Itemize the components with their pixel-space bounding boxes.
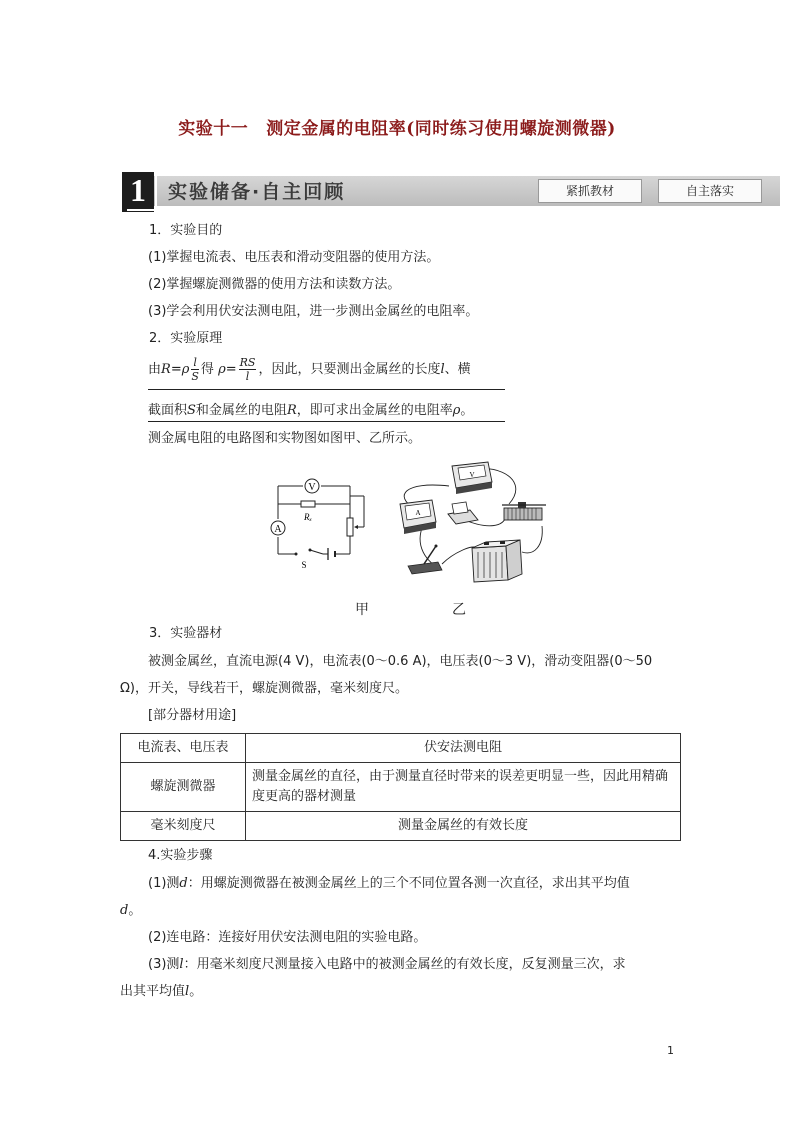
resistor-rx — [301, 501, 315, 507]
rheostat-device — [502, 502, 546, 520]
line2-rho: ρ — [452, 403, 461, 418]
figure-intro: 测金属电阻的电路图和实物图如图甲、乙所示。 — [148, 431, 422, 446]
section-banner — [120, 172, 780, 212]
step-3-cont-end: 。 — [189, 984, 203, 999]
table-row — [121, 812, 681, 841]
formula-eq: = — [170, 362, 182, 377]
table-cell-use: 伏安法测电阻 — [246, 734, 681, 763]
step-1-var: d — [179, 876, 188, 891]
switch-contact — [309, 549, 312, 552]
line2-d: 。 — [460, 403, 474, 418]
line2-underline — [148, 421, 505, 422]
line2-S: S — [187, 403, 196, 418]
svg-text:A: A — [415, 509, 421, 517]
equipment-table — [120, 733, 681, 841]
table-cell-use: 测量金属丝的直径，由于测量直径时带来的误差更明显一些，因此用精确度更高的器材测量 — [246, 763, 681, 812]
step-3-cont-text: 出其平均值 — [120, 984, 186, 999]
frac2-denominator: l — [245, 370, 250, 383]
frac1-numerator: l — [191, 356, 199, 370]
step-1-cont-var: d — [120, 903, 129, 918]
title-part1: 实验十一 — [178, 119, 249, 139]
formula-suffix1: ，因此，只要测出金属丝的长度 — [258, 362, 441, 377]
figure-label-right: 乙 — [452, 602, 466, 618]
switch-label: S — [301, 560, 307, 570]
ammeter-device — [400, 500, 436, 534]
formula-eq2: = — [225, 362, 237, 377]
step-3 — [148, 956, 626, 974]
step-1-b: ：用螺旋测微器在被测金属丝上的三个不同位置各测一次直径，求出其平均值 — [187, 876, 630, 891]
rheostat-arrow — [354, 525, 358, 529]
principle-line2 — [148, 402, 473, 420]
step-2: (2)连电路：连接好用伏安法测电阻的实验电路。 — [148, 930, 427, 945]
frac1-denominator: S — [191, 370, 199, 383]
page-number: 1 — [667, 1044, 674, 1057]
objective-2: (2)掌握螺旋测微器的使用方法和读数方法。 — [148, 277, 401, 292]
voltmeter-device — [452, 462, 492, 494]
figure-label-left: 甲 — [355, 602, 369, 618]
formula-de: 得 — [200, 362, 214, 377]
voltmeter-label: V — [308, 482, 316, 493]
formula-prefix: 由 — [148, 362, 162, 377]
formula-suffix2: 、横 — [444, 362, 471, 377]
self-study-button[interactable]: 自主落实 — [658, 179, 762, 203]
section-3-title: 3．实验器材 — [149, 626, 223, 641]
rheostat-symbol — [347, 518, 353, 536]
objective-1: (1)掌握电流表、电压表和滑动变阻器的使用方法。 — [148, 250, 440, 265]
section-2-title: 2．实验原理 — [149, 331, 223, 346]
principle-formula — [148, 356, 471, 392]
physical-setup-diagram — [394, 456, 552, 586]
wire — [442, 547, 476, 564]
step-1 — [148, 875, 630, 893]
step-3-var: l — [179, 957, 184, 972]
line2-R: R — [286, 403, 297, 418]
formula-R: R — [161, 362, 171, 377]
step-3-b: ：用毫米刻度尺测量接入电路中的被测金属丝的有效长度，反复测量三次，求 — [183, 957, 626, 972]
table-cell-name: 电流表、电压表 — [121, 734, 246, 763]
step-3-cont-var: l — [185, 984, 190, 999]
equipment-subtitle: [部分器材用途] — [148, 708, 237, 723]
resistor-board — [448, 502, 478, 524]
formula-underline — [148, 389, 505, 390]
equipment-text-2: Ω)，开关，导线若干，螺旋测微器，毫米刻度尺。 — [120, 681, 409, 696]
step-3-a: (3)测 — [148, 957, 180, 972]
circuit-diagram — [268, 474, 374, 570]
line2-a: 截面积 — [148, 403, 188, 418]
section-4-title: 4.实验步骤 — [148, 848, 213, 863]
step-1-a: (1)测 — [148, 876, 180, 891]
title-part2: 测定金属的电阻率(同时练习使用螺旋测微器) — [266, 119, 616, 139]
equipment-text-1: 被测金属丝，直流电源(4 V)，电流表(0～0.6 A)，电压表(0～3 V)，滑动变阻器(0～50 — [148, 654, 653, 669]
formula-l: l — [440, 362, 445, 377]
banner-text: 实验储备·自主回顾 — [168, 181, 346, 203]
frac2-numerator: RS — [239, 356, 256, 369]
objective-3: (3)学会利用伏安法测电阻，进一步测出金属丝的电阻率。 — [148, 304, 479, 319]
table-cell-use: 测量金属丝的有效长度 — [246, 812, 681, 841]
page-title — [0, 114, 794, 139]
step-1-cont — [120, 902, 141, 920]
section-1-title: 1．实验目的 — [149, 223, 223, 238]
fraction-l-over-S — [191, 356, 199, 383]
step-1-cont-text: 。 — [128, 903, 142, 918]
step-3-cont — [120, 983, 202, 1001]
wire — [522, 526, 542, 553]
battery-device — [472, 540, 522, 582]
table-cell-name: 螺旋测微器 — [121, 763, 246, 812]
resistor-rx-label: Rₓ — [303, 512, 313, 522]
line2-b: 和金属丝的电阻 — [195, 403, 287, 418]
textbook-button[interactable]: 紧抓教材 — [538, 179, 642, 203]
table-cell-name: 毫米刻度尺 — [121, 812, 246, 841]
banner-number: 1 — [122, 172, 154, 212]
line2-c: ，即可求出金属丝的电阻率 — [296, 403, 453, 418]
table-row — [121, 734, 681, 763]
formula-rho: ρ — [181, 362, 190, 377]
switch-device — [408, 545, 442, 575]
ammeter-label: A — [274, 524, 282, 535]
svg-text:V: V — [469, 471, 475, 479]
formula-rho2: ρ — [218, 362, 226, 377]
table-row — [121, 763, 681, 812]
switch-contact — [295, 553, 298, 556]
fraction-RS-over-l — [239, 356, 257, 383]
